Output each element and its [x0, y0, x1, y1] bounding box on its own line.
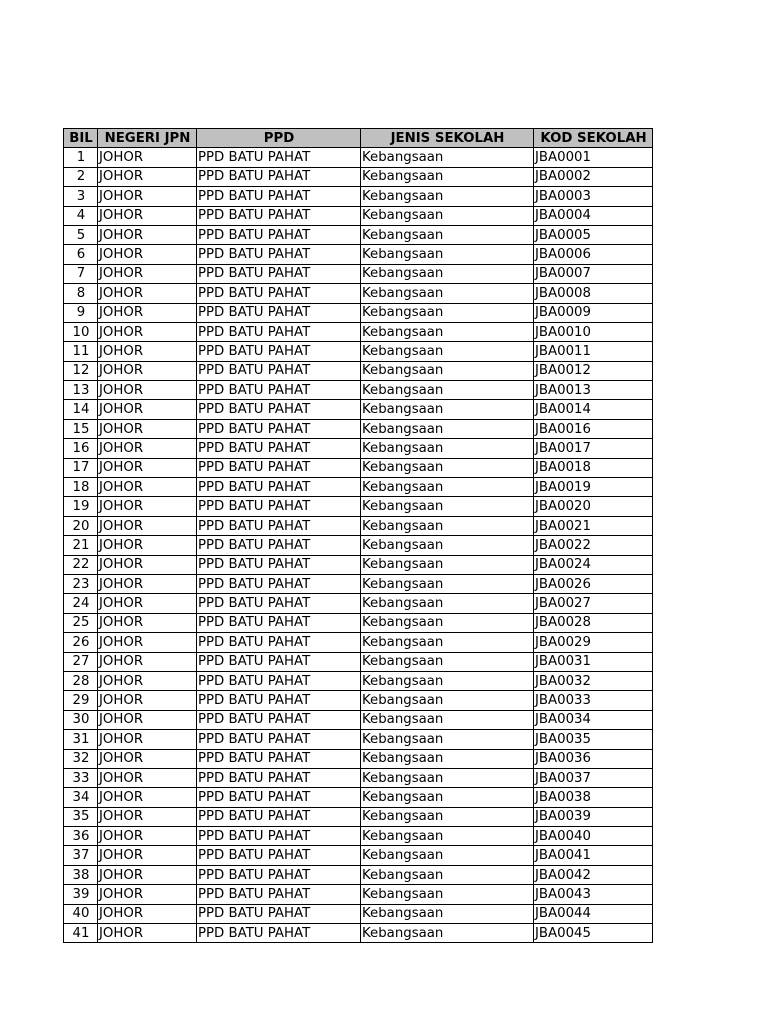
cell-ppd: PPD BATU PAHAT	[197, 225, 361, 244]
cell-bil: 26	[64, 633, 98, 652]
cell-jenis-sekolah: Kebangsaan	[361, 264, 534, 283]
cell-negeri-jpn: JOHOR	[98, 187, 197, 206]
table-row	[64, 264, 653, 283]
cell-kod-sekolah: JBA0010	[534, 322, 653, 341]
table-row	[64, 555, 653, 574]
table-row	[64, 846, 653, 865]
cell-kod-sekolah: JBA0020	[534, 497, 653, 516]
cell-bil: 17	[64, 458, 98, 477]
cell-jenis-sekolah: Kebangsaan	[361, 439, 534, 458]
cell-negeri-jpn: JOHOR	[98, 245, 197, 264]
cell-negeri-jpn: JOHOR	[98, 439, 197, 458]
cell-kod-sekolah: JBA0009	[534, 303, 653, 322]
cell-jenis-sekolah: Kebangsaan	[361, 691, 534, 710]
table-row	[64, 633, 653, 652]
cell-ppd: PPD BATU PAHAT	[197, 361, 361, 380]
cell-jenis-sekolah: Kebangsaan	[361, 846, 534, 865]
cell-bil: 20	[64, 516, 98, 535]
cell-bil: 22	[64, 555, 98, 574]
cell-kod-sekolah: JBA0002	[534, 167, 653, 186]
cell-negeri-jpn: JOHOR	[98, 264, 197, 283]
cell-ppd: PPD BATU PAHAT	[197, 633, 361, 652]
cell-ppd: PPD BATU PAHAT	[197, 827, 361, 846]
table-row	[64, 167, 653, 186]
cell-bil: 27	[64, 652, 98, 671]
cell-jenis-sekolah: Kebangsaan	[361, 574, 534, 593]
table-row	[64, 730, 653, 749]
cell-bil: 40	[64, 904, 98, 923]
cell-negeri-jpn: JOHOR	[98, 827, 197, 846]
cell-negeri-jpn: JOHOR	[98, 536, 197, 555]
table-row	[64, 206, 653, 225]
cell-jenis-sekolah: Kebangsaan	[361, 594, 534, 613]
table-row	[64, 807, 653, 826]
cell-bil: 8	[64, 284, 98, 303]
table-row	[64, 187, 653, 206]
cell-jenis-sekolah: Kebangsaan	[361, 671, 534, 690]
cell-negeri-jpn: JOHOR	[98, 749, 197, 768]
cell-bil: 37	[64, 846, 98, 865]
cell-jenis-sekolah: Kebangsaan	[361, 167, 534, 186]
cell-kod-sekolah: JBA0029	[534, 633, 653, 652]
cell-bil: 16	[64, 439, 98, 458]
cell-kod-sekolah: JBA0013	[534, 381, 653, 400]
cell-negeri-jpn: JOHOR	[98, 846, 197, 865]
cell-ppd: PPD BATU PAHAT	[197, 904, 361, 923]
cell-ppd: PPD BATU PAHAT	[197, 478, 361, 497]
cell-ppd: PPD BATU PAHAT	[197, 671, 361, 690]
cell-kod-sekolah: JBA0018	[534, 458, 653, 477]
cell-kod-sekolah: JBA0031	[534, 652, 653, 671]
cell-ppd: PPD BATU PAHAT	[197, 846, 361, 865]
cell-bil: 35	[64, 807, 98, 826]
cell-ppd: PPD BATU PAHAT	[197, 710, 361, 729]
cell-jenis-sekolah: Kebangsaan	[361, 206, 534, 225]
cell-bil: 11	[64, 342, 98, 361]
cell-negeri-jpn: JOHOR	[98, 284, 197, 303]
table-row	[64, 671, 653, 690]
table-row	[64, 904, 653, 923]
cell-kod-sekolah: JBA0021	[534, 516, 653, 535]
cell-kod-sekolah: JBA0044	[534, 904, 653, 923]
table-row	[64, 885, 653, 904]
cell-bil: 3	[64, 187, 98, 206]
cell-ppd: PPD BATU PAHAT	[197, 206, 361, 225]
cell-jenis-sekolah: Kebangsaan	[361, 225, 534, 244]
table-row	[64, 284, 653, 303]
cell-kod-sekolah: JBA0022	[534, 536, 653, 555]
cell-bil: 14	[64, 400, 98, 419]
cell-jenis-sekolah: Kebangsaan	[361, 400, 534, 419]
cell-kod-sekolah: JBA0001	[534, 148, 653, 167]
cell-bil: 6	[64, 245, 98, 264]
cell-ppd: PPD BATU PAHAT	[197, 749, 361, 768]
cell-negeri-jpn: JOHOR	[98, 361, 197, 380]
cell-ppd: PPD BATU PAHAT	[197, 613, 361, 632]
cell-jenis-sekolah: Kebangsaan	[361, 342, 534, 361]
header-row	[64, 129, 653, 148]
cell-bil: 36	[64, 827, 98, 846]
cell-bil: 33	[64, 768, 98, 787]
cell-kod-sekolah: JBA0016	[534, 419, 653, 438]
cell-kod-sekolah: JBA0026	[534, 574, 653, 593]
cell-negeri-jpn: JOHOR	[98, 671, 197, 690]
cell-bil: 30	[64, 710, 98, 729]
cell-bil: 34	[64, 788, 98, 807]
cell-negeri-jpn: JOHOR	[98, 342, 197, 361]
cell-bil: 7	[64, 264, 98, 283]
table-row	[64, 400, 653, 419]
cell-negeri-jpn: JOHOR	[98, 497, 197, 516]
cell-bil: 5	[64, 225, 98, 244]
cell-jenis-sekolah: Kebangsaan	[361, 749, 534, 768]
cell-kod-sekolah: JBA0034	[534, 710, 653, 729]
cell-jenis-sekolah: Kebangsaan	[361, 885, 534, 904]
cell-ppd: PPD BATU PAHAT	[197, 536, 361, 555]
table-row	[64, 865, 653, 884]
cell-negeri-jpn: JOHOR	[98, 807, 197, 826]
cell-jenis-sekolah: Kebangsaan	[361, 788, 534, 807]
table-row	[64, 710, 653, 729]
cell-negeri-jpn: JOHOR	[98, 865, 197, 884]
table-row	[64, 788, 653, 807]
cell-jenis-sekolah: Kebangsaan	[361, 827, 534, 846]
cell-kod-sekolah: JBA0040	[534, 827, 653, 846]
cell-bil: 39	[64, 885, 98, 904]
table-row	[64, 652, 653, 671]
header-bil: BIL	[64, 129, 98, 148]
table-row	[64, 497, 653, 516]
cell-ppd: PPD BATU PAHAT	[197, 245, 361, 264]
cell-bil: 15	[64, 419, 98, 438]
cell-bil: 25	[64, 613, 98, 632]
cell-kod-sekolah: JBA0024	[534, 555, 653, 574]
cell-kod-sekolah: JBA0008	[534, 284, 653, 303]
cell-jenis-sekolah: Kebangsaan	[361, 613, 534, 632]
cell-bil: 1	[64, 148, 98, 167]
cell-ppd: PPD BATU PAHAT	[197, 594, 361, 613]
cell-kod-sekolah: JBA0043	[534, 885, 653, 904]
cell-negeri-jpn: JOHOR	[98, 322, 197, 341]
cell-negeri-jpn: JOHOR	[98, 710, 197, 729]
cell-jenis-sekolah: Kebangsaan	[361, 187, 534, 206]
cell-jenis-sekolah: Kebangsaan	[361, 148, 534, 167]
cell-bil: 41	[64, 924, 98, 943]
cell-negeri-jpn: JOHOR	[98, 574, 197, 593]
cell-ppd: PPD BATU PAHAT	[197, 555, 361, 574]
cell-bil: 23	[64, 574, 98, 593]
cell-jenis-sekolah: Kebangsaan	[361, 652, 534, 671]
cell-ppd: PPD BATU PAHAT	[197, 516, 361, 535]
cell-kod-sekolah: JBA0019	[534, 478, 653, 497]
cell-kod-sekolah: JBA0017	[534, 439, 653, 458]
cell-jenis-sekolah: Kebangsaan	[361, 924, 534, 943]
table-row	[64, 924, 653, 943]
table-header	[64, 129, 653, 148]
cell-jenis-sekolah: Kebangsaan	[361, 536, 534, 555]
cell-ppd: PPD BATU PAHAT	[197, 924, 361, 943]
table-row	[64, 303, 653, 322]
cell-kod-sekolah: JBA0012	[534, 361, 653, 380]
cell-ppd: PPD BATU PAHAT	[197, 167, 361, 186]
cell-bil: 18	[64, 478, 98, 497]
school-list-table	[63, 128, 653, 943]
cell-jenis-sekolah: Kebangsaan	[361, 478, 534, 497]
cell-negeri-jpn: JOHOR	[98, 458, 197, 477]
cell-jenis-sekolah: Kebangsaan	[361, 730, 534, 749]
table-row	[64, 768, 653, 787]
table-body	[64, 148, 653, 943]
cell-jenis-sekolah: Kebangsaan	[361, 458, 534, 477]
cell-kod-sekolah: JBA0011	[534, 342, 653, 361]
table-row	[64, 749, 653, 768]
cell-jenis-sekolah: Kebangsaan	[361, 516, 534, 535]
header-kod-sekolah: KOD SEKOLAH	[534, 129, 653, 148]
cell-jenis-sekolah: Kebangsaan	[361, 865, 534, 884]
cell-ppd: PPD BATU PAHAT	[197, 381, 361, 400]
spreadsheet-page	[63, 128, 653, 943]
cell-ppd: PPD BATU PAHAT	[197, 439, 361, 458]
cell-negeri-jpn: JOHOR	[98, 904, 197, 923]
cell-negeri-jpn: JOHOR	[98, 788, 197, 807]
cell-jenis-sekolah: Kebangsaan	[361, 497, 534, 516]
table-row	[64, 574, 653, 593]
cell-jenis-sekolah: Kebangsaan	[361, 768, 534, 787]
cell-ppd: PPD BATU PAHAT	[197, 187, 361, 206]
cell-negeri-jpn: JOHOR	[98, 633, 197, 652]
cell-kod-sekolah: JBA0033	[534, 691, 653, 710]
cell-ppd: PPD BATU PAHAT	[197, 768, 361, 787]
cell-negeri-jpn: JOHOR	[98, 516, 197, 535]
cell-ppd: PPD BATU PAHAT	[197, 788, 361, 807]
cell-negeri-jpn: JOHOR	[98, 768, 197, 787]
cell-kod-sekolah: JBA0035	[534, 730, 653, 749]
cell-ppd: PPD BATU PAHAT	[197, 322, 361, 341]
cell-negeri-jpn: JOHOR	[98, 652, 197, 671]
cell-ppd: PPD BATU PAHAT	[197, 400, 361, 419]
cell-negeri-jpn: JOHOR	[98, 167, 197, 186]
cell-bil: 4	[64, 206, 98, 225]
cell-ppd: PPD BATU PAHAT	[197, 497, 361, 516]
header-ppd: PPD	[197, 129, 361, 148]
table-row	[64, 478, 653, 497]
cell-bil: 32	[64, 749, 98, 768]
cell-ppd: PPD BATU PAHAT	[197, 303, 361, 322]
cell-kod-sekolah: JBA0039	[534, 807, 653, 826]
table-row	[64, 381, 653, 400]
cell-negeri-jpn: JOHOR	[98, 613, 197, 632]
cell-bil: 2	[64, 167, 98, 186]
table-row	[64, 516, 653, 535]
cell-negeri-jpn: JOHOR	[98, 478, 197, 497]
cell-negeri-jpn: JOHOR	[98, 419, 197, 438]
table-row	[64, 613, 653, 632]
cell-ppd: PPD BATU PAHAT	[197, 652, 361, 671]
cell-bil: 10	[64, 322, 98, 341]
cell-jenis-sekolah: Kebangsaan	[361, 245, 534, 264]
cell-kod-sekolah: JBA0003	[534, 187, 653, 206]
cell-kod-sekolah: JBA0038	[534, 788, 653, 807]
cell-ppd: PPD BATU PAHAT	[197, 458, 361, 477]
cell-bil: 28	[64, 671, 98, 690]
table-row	[64, 691, 653, 710]
cell-kod-sekolah: JBA0014	[534, 400, 653, 419]
cell-ppd: PPD BATU PAHAT	[197, 807, 361, 826]
cell-negeri-jpn: JOHOR	[98, 691, 197, 710]
cell-bil: 21	[64, 536, 98, 555]
cell-negeri-jpn: JOHOR	[98, 730, 197, 749]
cell-ppd: PPD BATU PAHAT	[197, 284, 361, 303]
cell-negeri-jpn: JOHOR	[98, 924, 197, 943]
cell-kod-sekolah: JBA0041	[534, 846, 653, 865]
cell-negeri-jpn: JOHOR	[98, 885, 197, 904]
cell-ppd: PPD BATU PAHAT	[197, 885, 361, 904]
cell-kod-sekolah: JBA0005	[534, 225, 653, 244]
table-row	[64, 536, 653, 555]
cell-negeri-jpn: JOHOR	[98, 555, 197, 574]
cell-bil: 29	[64, 691, 98, 710]
table-row	[64, 361, 653, 380]
cell-negeri-jpn: JOHOR	[98, 381, 197, 400]
cell-jenis-sekolah: Kebangsaan	[361, 807, 534, 826]
table-row	[64, 342, 653, 361]
cell-jenis-sekolah: Kebangsaan	[361, 284, 534, 303]
cell-bil: 38	[64, 865, 98, 884]
cell-ppd: PPD BATU PAHAT	[197, 865, 361, 884]
cell-negeri-jpn: JOHOR	[98, 594, 197, 613]
cell-ppd: PPD BATU PAHAT	[197, 691, 361, 710]
cell-jenis-sekolah: Kebangsaan	[361, 322, 534, 341]
cell-jenis-sekolah: Kebangsaan	[361, 381, 534, 400]
cell-kod-sekolah: JBA0032	[534, 671, 653, 690]
cell-kod-sekolah: JBA0042	[534, 865, 653, 884]
cell-jenis-sekolah: Kebangsaan	[361, 419, 534, 438]
table-row	[64, 458, 653, 477]
cell-negeri-jpn: JOHOR	[98, 400, 197, 419]
cell-negeri-jpn: JOHOR	[98, 303, 197, 322]
table-row	[64, 439, 653, 458]
cell-ppd: PPD BATU PAHAT	[197, 574, 361, 593]
header-jenis-sekolah: JENIS SEKOLAH	[361, 129, 534, 148]
cell-jenis-sekolah: Kebangsaan	[361, 303, 534, 322]
cell-jenis-sekolah: Kebangsaan	[361, 555, 534, 574]
table-row	[64, 594, 653, 613]
cell-kod-sekolah: JBA0045	[534, 924, 653, 943]
table-row	[64, 225, 653, 244]
table-row	[64, 827, 653, 846]
cell-kod-sekolah: JBA0037	[534, 768, 653, 787]
cell-bil: 24	[64, 594, 98, 613]
cell-kod-sekolah: JBA0028	[534, 613, 653, 632]
cell-jenis-sekolah: Kebangsaan	[361, 633, 534, 652]
table-row	[64, 148, 653, 167]
cell-negeri-jpn: JOHOR	[98, 206, 197, 225]
cell-jenis-sekolah: Kebangsaan	[361, 904, 534, 923]
cell-kod-sekolah: JBA0027	[534, 594, 653, 613]
cell-kod-sekolah: JBA0004	[534, 206, 653, 225]
cell-jenis-sekolah: Kebangsaan	[361, 710, 534, 729]
cell-ppd: PPD BATU PAHAT	[197, 342, 361, 361]
cell-ppd: PPD BATU PAHAT	[197, 730, 361, 749]
cell-ppd: PPD BATU PAHAT	[197, 419, 361, 438]
table-row	[64, 419, 653, 438]
table-row	[64, 322, 653, 341]
cell-ppd: PPD BATU PAHAT	[197, 264, 361, 283]
cell-bil: 12	[64, 361, 98, 380]
cell-bil: 13	[64, 381, 98, 400]
table-row	[64, 245, 653, 264]
cell-kod-sekolah: JBA0007	[534, 264, 653, 283]
cell-kod-sekolah: JBA0006	[534, 245, 653, 264]
cell-bil: 19	[64, 497, 98, 516]
cell-ppd: PPD BATU PAHAT	[197, 148, 361, 167]
cell-negeri-jpn: JOHOR	[98, 148, 197, 167]
cell-kod-sekolah: JBA0036	[534, 749, 653, 768]
cell-bil: 31	[64, 730, 98, 749]
cell-jenis-sekolah: Kebangsaan	[361, 361, 534, 380]
cell-negeri-jpn: JOHOR	[98, 225, 197, 244]
cell-bil: 9	[64, 303, 98, 322]
header-negeri-jpn: NEGERI JPN	[98, 129, 197, 148]
